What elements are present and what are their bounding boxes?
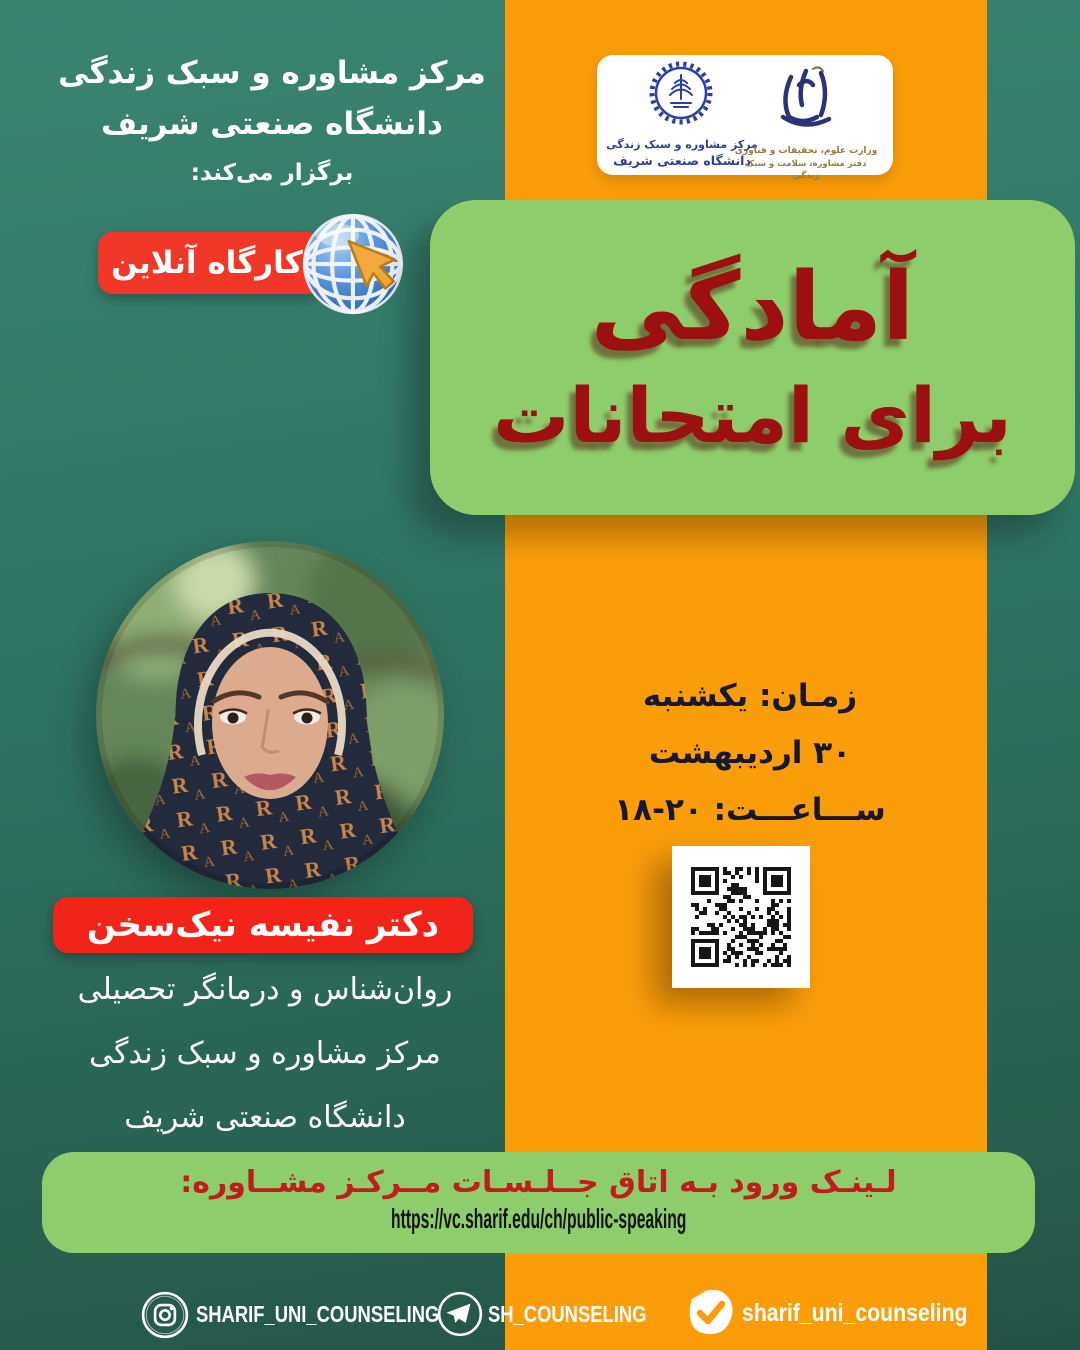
verified-handle: sharif_uni_counseling — [742, 1299, 968, 1327]
ministry-caption-line2: دفتر مشاوره، سلامت و سبک زندگی — [745, 159, 867, 181]
telegram-handle: SH_COUNSELING — [488, 1301, 647, 1327]
meeting-link-card — [42, 1152, 1035, 1253]
meeting-link-label: لـینـک ورود بـه اتاق جــلـسـات مــرکـز مشــاوره: — [180, 1165, 897, 1200]
speaker-name-pill — [53, 897, 473, 953]
speaker-name: دکتر نفیسه نیک‌سخن — [86, 905, 440, 945]
schedule-time: ســـاعـــت: ۲۰-۱۸ — [614, 792, 886, 828]
speaker-org-line1: مرکز مشاوره و سبک زندگی — [89, 1036, 441, 1071]
online-workshop-label: کارگاه آنلاین — [111, 245, 303, 281]
online-workshop-badge — [98, 232, 322, 294]
student-affairs-calligraphy-icon — [769, 61, 843, 143]
organizer-line2: دانشگاه صنعتی شریف — [101, 106, 443, 142]
schedule-date: ۳۰ اردیبهشت — [648, 735, 852, 771]
speaker-photo — [96, 541, 444, 889]
sharif-university-logo-icon — [649, 61, 713, 129]
verified-badge-icon — [686, 1289, 736, 1337]
speaker-org-line2: دانشگاه صنعتی شریف — [124, 1100, 406, 1135]
presents-text: برگزار می‌کند: — [190, 160, 354, 186]
sharif-caption-line2: دانشگاه صنعتی شریف — [613, 153, 751, 168]
title-line1: آمادگی — [590, 253, 915, 363]
schedule-day: زمـان: یکشنبه — [642, 678, 858, 714]
meeting-link-url: https://vc.sharif.edu/ch/public-speaking — [390, 1203, 687, 1234]
title-line2: برای امتحانات — [493, 370, 1012, 460]
speaker-role: روان‌شناس و درمانگر تحصیلی — [77, 972, 453, 1007]
title-card — [430, 200, 1075, 515]
ministry-logo-caption — [731, 145, 881, 182]
logos-card — [597, 55, 893, 181]
sharif-caption-line1: مرکز مشاوره و سبک زندگی — [606, 138, 758, 151]
organizer-block — [48, 48, 496, 186]
speaker-credentials — [35, 958, 495, 1150]
qr-code — [672, 846, 810, 988]
schedule-block — [520, 668, 980, 839]
instagram-handle: SHARIF_UNI_COUNSELING — [196, 1301, 440, 1327]
globe-cursor-icon — [300, 210, 410, 318]
telegram-icon — [436, 1290, 484, 1338]
instagram-icon — [140, 1290, 190, 1340]
organizer-line1: مرکز مشاوره و سبک زندگی — [58, 55, 486, 91]
ministry-caption-line1: وزارت علوم، تحقیقات و فناوری — [734, 146, 878, 156]
